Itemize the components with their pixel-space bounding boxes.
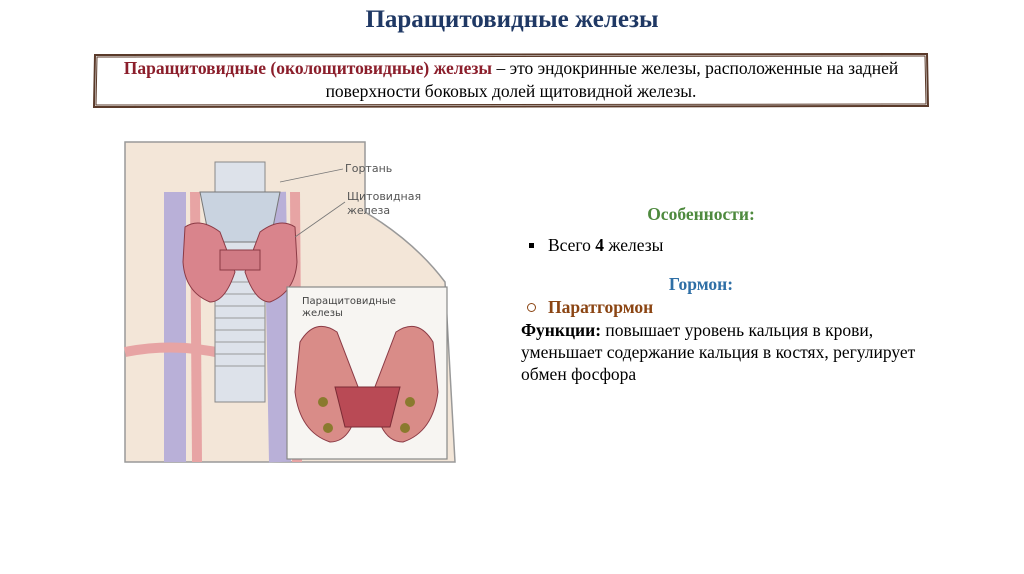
hormone-heading: Гормон: [668, 274, 734, 294]
slide-title: Паращитовидные железы [365, 6, 659, 33]
definition-term: Паращитовидные (околощитовидные) железы [123, 58, 493, 78]
inset-label-2: железы [302, 308, 343, 319]
anatomy-illustration [115, 132, 460, 477]
square-bullet-icon [529, 243, 534, 248]
inset-label-1: Паращитовидные [302, 296, 396, 307]
info-column [521, 204, 921, 385]
label-thyroid-2: железа [347, 204, 391, 217]
definition-box [92, 52, 930, 108]
features-item-count: 4 [595, 235, 605, 255]
label-thyroid-1: Щитовидная [347, 190, 422, 203]
hormone-functions [521, 319, 921, 385]
hormone-name: Паратгормон [548, 297, 654, 317]
features-item-suffix: железы [604, 235, 664, 255]
features-item [521, 235, 921, 256]
features-heading: Особенности: [647, 204, 755, 224]
definition-text: – это эндокринные железы, расположенные на задней поверхности боковых долей щитовидной железы. [325, 58, 899, 101]
functions-text: повышает уровень кальция в крови, уменьшает содержание кальция в костях, регулирует обмен фосфора [521, 320, 916, 384]
features-item-prefix: Всего [548, 235, 596, 255]
circle-bullet-icon [527, 303, 536, 312]
label-larynx: Гортань [345, 162, 393, 175]
functions-label: Функции: [521, 320, 602, 340]
hormone-item [521, 297, 921, 318]
